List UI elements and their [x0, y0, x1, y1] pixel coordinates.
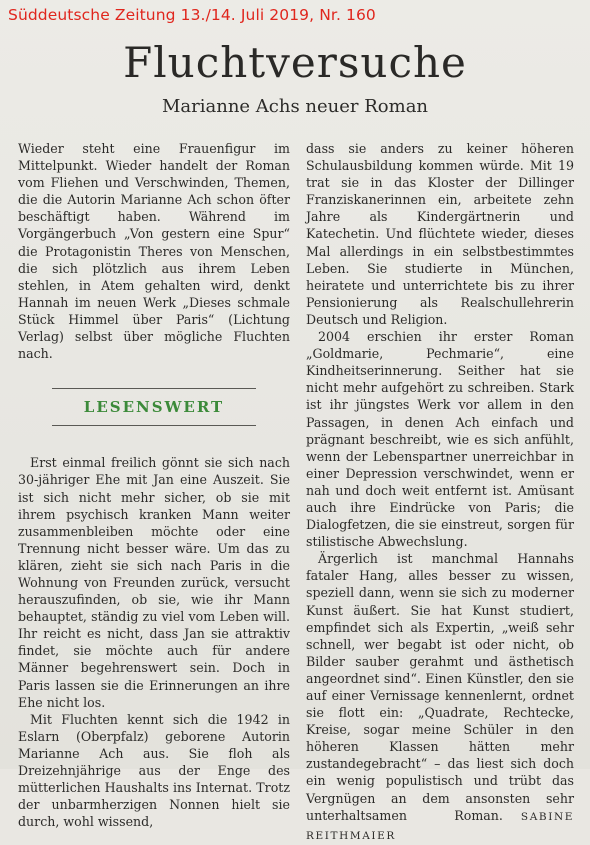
- source-line: Süddeutsche Zeitung 13./14. Juli 2019, Nr. 160: [8, 6, 376, 24]
- body-paragraph: Mit Fluchten kennt sich die 1942 in Eslarn (Oberpfalz) geborene Autorin Marianne Ach aus. Sie floh als Dreizehnjährige aus der Enge des mütterlichen Haushalts ins Internat. Trotz der unbarmherzigen Nonnen hielt sie durch, wohl wissend,: [18, 711, 290, 830]
- body-paragraph: 2004 erschien ihr erster Roman „Goldmarie, Pechmarie“, eine Kindheitserinnerung. Seither hat sie nicht mehr aufgehört zu schreiben. Stark ist ihr jüngstes Werk vor allem in den Passagen, in denen Ach einfach und prägnant beschreibt, wie es sich anfühlt, wenn der Lebenspartner unerreichbar in einer Depression verschwindet, wenn er nah und doch weit entfernt ist. Amüsant auch ihre Eindrücke von Paris; die Dialogfetzen, die sie einstreut, sorgen für stilistische Abwechslung.: [306, 329, 574, 550]
- kicker-label: LESENSWERT: [83, 398, 225, 417]
- intro-paragraph: Wieder steht eine Frauenfigur im Mittelpunkt. Wieder handelt der Roman vom Fliehen und Verschwinden, Themen, die die Autorin Marianne Ach schon öfter beschäftigt haben. Während im Vorgängerbuch „Von gestern eine Spur“ die Protagonistin Theres von Menschen, die sich plötzlich aus ihrem Leben stehlen, in Atem gehalten wird, denkt Hannah im neuen Werk „Dieses schmale Stück Himmel über Paris“ (Lichtung Verlag) selbst über mögliche Fluchten nach.: [18, 141, 290, 362]
- headline: Fluchtversuche: [123, 38, 467, 87]
- body-paragraph-last: [306, 550, 574, 845]
- author-byline: SABINE REITHMAIER: [306, 810, 574, 842]
- body-paragraph: dass sie anders zu keiner höheren Schulausbildung kommen würde. Mit 19 trat sie in das Kloster der Dillinger Franziskanerinnen ein, arbeitete zehn Jahre als Kindergärtnerin und Katechetin. Und flüchtete wieder, dieses Mal allerdings in ein selbstbestimmtes Leben. Sie studierte in München, heiratete und unterrichtete bis zu ihrer Pensionierung als Realschullehrerin Deutsch und Religion.: [306, 141, 574, 327]
- left-column: [18, 140, 290, 830]
- kicker-block: [18, 388, 290, 426]
- subheadline: Marianne Achs neuer Roman: [161, 96, 429, 117]
- kicker-rule-bottom: [52, 425, 256, 426]
- body-paragraph-text: Ärgerlich ist manchmal Hannahs fataler Hang, alles besser zu wissen, speziell dann, wenn sie sich zu moderner Kunst äußert. Sie hat Kunst studiert, empfindet sich als Expertin, „weiß sehr schnell, wer begabt ist oder nicht, ob Bilder sauber gerahmt und ästhetisch angeordnet sind“. Einen Künstler, den sie auf einer Vernissage kennenlernt, ordnet sie flott ein: „Quadrate, Rechtecke, Kreise, sogar meine Schüler in den höheren Klassen hätten mehr zustandegebracht“ – das liest sich doch ein wenig populistisch und trübt das Vergnügen an dem ansonsten sehr unterhaltsamen Roman.: [306, 551, 574, 823]
- body-paragraph: Erst einmal freilich gönnt sie sich nach 30-jähriger Ehe mit Jan eine Auszeit. Sie ist sich nicht mehr sicher, ob sie mit ihrem psychisch kranken Mann weiter zusammenbleiben möchte oder eine Trennung nicht besser wäre. Um das zu klären, zieht sie sich nach Paris in die Wohnung von Freunden zurück, versucht herauszufinden, ob sie, wie ihr Mann behauptet, ständig zu viel vom Leben will. Ihr reicht es nicht, dass Jan sie attraktiv findet, sie möchte auch für andere Männer begehrenswert sein. Doch in Paris lassen sie die Erinnerungen an ihre Ehe nicht los.: [18, 455, 290, 710]
- right-column: [306, 140, 574, 845]
